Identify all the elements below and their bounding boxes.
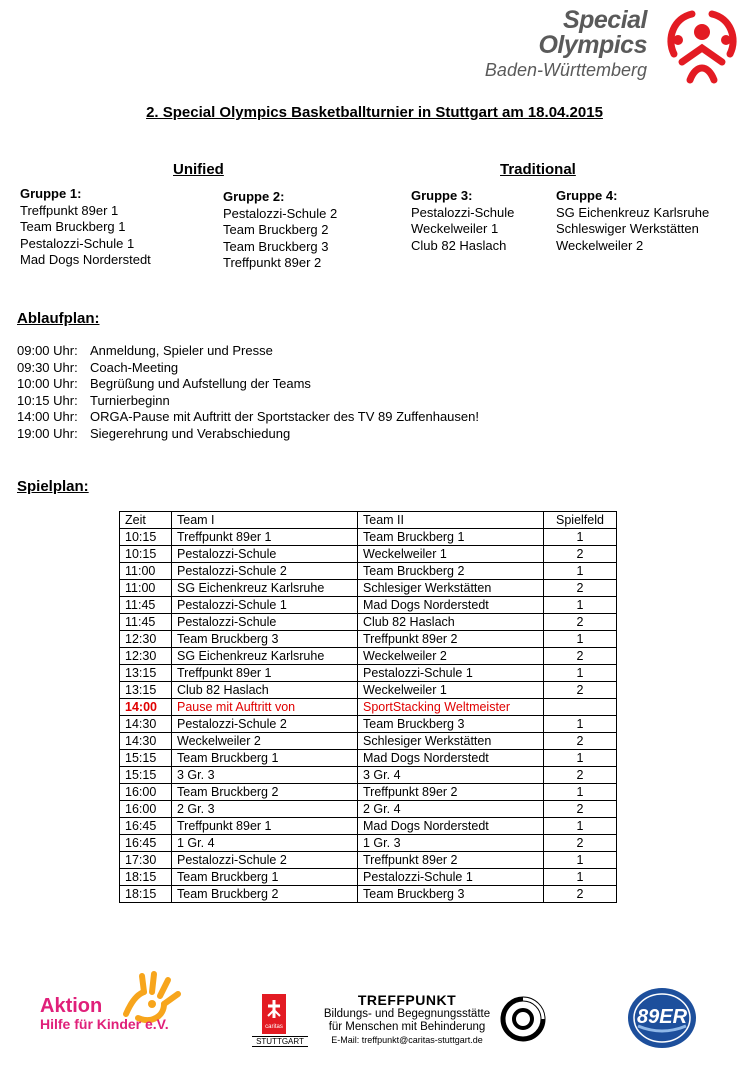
table-row — [120, 784, 617, 801]
cell-team-2: Team Bruckberg 3 — [358, 886, 544, 903]
group-4-heading: Gruppe 4: — [556, 188, 618, 203]
cell-team-2: Mad Dogs Norderstedt — [358, 818, 544, 835]
cell-team-1: Pestalozzi-Schule 2 — [172, 716, 358, 733]
cell-spielfeld: 1 — [544, 631, 617, 648]
cell-team-2: 1 Gr. 3 — [358, 835, 544, 852]
special-olympics-emblem-icon — [660, 4, 744, 88]
cell-zeit: 12:30 — [120, 631, 172, 648]
cell-spielfeld: 2 — [544, 767, 617, 784]
header-spielfeld: Spielfeld — [544, 512, 617, 529]
cell-zeit: 15:15 — [120, 750, 172, 767]
ablauf-item — [17, 360, 479, 377]
cell-zeit: 17:30 — [120, 852, 172, 869]
cell-spielfeld: 1 — [544, 563, 617, 580]
table-row — [120, 886, 617, 903]
aktion-logo — [40, 996, 169, 1032]
cell-team-1: Treffpunkt 89er 1 — [172, 818, 358, 835]
ablauf-time: 10:00 Uhr: — [17, 376, 78, 391]
header-team-2: Team II — [358, 512, 544, 529]
ablauf-text: ORGA-Pause mit Auftritt der Sportstacker des TV 89 Zuffenhausen! — [90, 409, 479, 424]
spielplan-table — [119, 511, 617, 903]
cell-spielfeld: 2 — [544, 580, 617, 597]
cell-spielfeld: 2 — [544, 648, 617, 665]
ablauf-time: 09:00 Uhr: — [17, 343, 78, 358]
cell-team-1: Treffpunkt 89er 1 — [172, 665, 358, 682]
cell-spielfeld: 1 — [544, 597, 617, 614]
cell-team-1: Pestalozzi-Schule 2 — [172, 563, 358, 580]
cell-team-2: Treffpunkt 89er 2 — [358, 631, 544, 648]
cell-zeit: 13:15 — [120, 665, 172, 682]
cell-team-1: Weckelweiler 2 — [172, 733, 358, 750]
cell-team-1: Pestalozzi-Schule — [172, 546, 358, 563]
table-row — [120, 767, 617, 784]
cell-spielfeld: 1 — [544, 665, 617, 682]
group-1-heading: Gruppe 1: — [20, 186, 82, 201]
cell-team-2: Schlesiger Werkstätten — [358, 733, 544, 750]
group-2-team: Team Bruckberg 3 — [223, 238, 329, 254]
cell-team-1: Team Bruckberg 1 — [172, 750, 358, 767]
cell-team-2: Treffpunkt 89er 2 — [358, 784, 544, 801]
cell-team-1: 2 Gr. 3 — [172, 801, 358, 818]
header-zeit: Zeit — [120, 512, 172, 529]
ablauf-time: 14:00 Uhr: — [17, 409, 78, 424]
cell-team-2: Weckelweiler 1 — [358, 546, 544, 563]
cell-team-2: Team Bruckberg 3 — [358, 716, 544, 733]
cell-zeit: 14:30 — [120, 733, 172, 750]
cell-team-2: Mad Dogs Norderstedt — [358, 597, 544, 614]
table-row — [120, 801, 617, 818]
ablauf-time: 09:30 Uhr: — [17, 359, 78, 375]
cell-team-2: Team Bruckberg 1 — [358, 529, 544, 546]
table-row — [120, 631, 617, 648]
cell-zeit: 16:00 — [120, 784, 172, 801]
unified-heading: Unified — [173, 161, 224, 178]
ablauf-item — [17, 393, 479, 410]
ablauf-item — [17, 426, 479, 443]
table-row — [120, 563, 617, 580]
table-row — [120, 835, 617, 852]
group-3-team: Weckelweiler 1 — [411, 221, 499, 236]
cell-spielfeld: 2 — [544, 614, 617, 631]
cell-zeit: 18:15 — [120, 886, 172, 903]
cell-spielfeld: 1 — [544, 529, 617, 546]
cell-team-2: SportStacking Weltmeister — [358, 699, 544, 716]
cell-team-1: Treffpunkt 89er 1 — [172, 529, 358, 546]
cell-team-1: Pestalozzi-Schule 2 — [172, 852, 358, 869]
cell-team-1: Pestalozzi-Schule — [172, 614, 358, 631]
table-row — [120, 546, 617, 563]
table-row — [120, 733, 617, 750]
cell-spielfeld: 2 — [544, 886, 617, 903]
group-3 — [411, 188, 514, 254]
group-3-team: Pestalozzi-Schule — [411, 204, 515, 220]
cell-team-1: Pause mit Auftritt von — [172, 699, 358, 716]
ablauf-item — [17, 409, 479, 426]
table-row — [120, 682, 617, 699]
cell-team-2: Treffpunkt 89er 2 — [358, 852, 544, 869]
table-row — [120, 852, 617, 869]
cell-spielfeld: 2 — [544, 801, 617, 818]
ablauf-item — [17, 343, 479, 360]
cell-spielfeld — [544, 699, 617, 716]
treffpunkt-block — [312, 992, 502, 1045]
ablauf-text: Coach-Meeting — [90, 359, 179, 375]
table-row — [120, 699, 617, 716]
cell-team-1: Team Bruckberg 1 — [172, 869, 358, 886]
cell-zeit: 18:15 — [120, 869, 172, 886]
cell-team-1: SG Eichenkreuz Karlsruhe — [172, 580, 358, 597]
ablauf-time: 10:15 Uhr: — [17, 392, 78, 408]
ablauf-text: Anmeldung, Spieler und Presse — [90, 343, 273, 358]
cell-spielfeld: 2 — [544, 546, 617, 563]
group-1-team: Treffpunkt 89er 1 — [20, 202, 119, 218]
cell-team-1: Club 82 Haslach — [172, 682, 358, 699]
ablauf-item — [17, 376, 479, 393]
cell-team-2: Mad Dogs Norderstedt — [358, 750, 544, 767]
cell-team-2: Weckelweiler 1 — [358, 682, 544, 699]
ablauf-list — [17, 343, 479, 442]
cell-team-1: 1 Gr. 4 — [172, 835, 358, 852]
treffpunkt-line2: für Menschen mit Behinderung — [328, 1021, 486, 1034]
group-4-team: SG Eichenkreuz Karlsruhe — [556, 204, 710, 220]
cell-zeit: 10:15 — [120, 529, 172, 546]
cell-team-2: Club 82 Haslach — [358, 614, 544, 631]
treffpunkt-email: E-Mail: treffpunkt@caritas-stuttgart.de — [331, 1034, 483, 1045]
table-row — [120, 648, 617, 665]
header-team-1: Team I — [172, 512, 358, 529]
cell-team-1: Pestalozzi-Schule 1 — [172, 597, 358, 614]
cell-spielfeld: 2 — [544, 835, 617, 852]
caritas-city: STUTTGART — [252, 1036, 308, 1047]
group-2-team: Pestalozzi-Schule 2 — [223, 205, 338, 221]
table-row — [120, 529, 617, 546]
cell-zeit: 11:45 — [120, 597, 172, 614]
table-header-row — [120, 512, 617, 529]
cell-spielfeld: 1 — [544, 716, 617, 733]
group-1-team: Team Bruckberg 1 — [20, 219, 126, 234]
table-row — [120, 580, 617, 597]
table-row — [120, 869, 617, 886]
logo-line2: Olympics — [538, 31, 647, 59]
table-row — [120, 597, 617, 614]
cell-zeit: 16:45 — [120, 835, 172, 852]
caritas-label: caritas — [265, 1024, 283, 1030]
cell-zeit: 10:15 — [120, 546, 172, 563]
cell-spielfeld: 1 — [544, 784, 617, 801]
ablauf-text: Siegerehrung und Verabschiedung — [90, 425, 291, 441]
logo-line3: Baden-Württemberg — [484, 60, 647, 80]
cell-zeit: 14:30 — [120, 716, 172, 733]
group-1-team: Pestalozzi-Schule 1 — [20, 235, 135, 251]
table-row — [120, 750, 617, 767]
cell-zeit: 12:30 — [120, 648, 172, 665]
cell-spielfeld: 1 — [544, 852, 617, 869]
cell-zeit: 11:45 — [120, 614, 172, 631]
table-row — [120, 614, 617, 631]
cell-zeit: 15:15 — [120, 767, 172, 784]
cell-spielfeld: 2 — [544, 682, 617, 699]
cell-zeit: 13:15 — [120, 682, 172, 699]
group-4-team: Schleswiger Werkstätten — [556, 221, 699, 236]
special-olympics-logo-text — [485, 8, 647, 79]
treffpunkt-name: TREFFPUNKT — [357, 992, 457, 1008]
cell-zeit: 14:00 — [120, 699, 172, 716]
group-4 — [556, 188, 709, 254]
cell-team-2: 3 Gr. 4 — [358, 767, 544, 784]
cell-spielfeld: 1 — [544, 818, 617, 835]
group-1 — [20, 186, 151, 269]
aktion-line1: Aktion — [40, 995, 103, 1017]
spielplan-heading: Spielplan: — [17, 478, 89, 495]
group-2-team: Treffpunkt 89er 2 — [223, 255, 322, 270]
group-4-team: Weckelweiler 2 — [556, 237, 644, 253]
group-2-heading: Gruppe 2: — [223, 189, 285, 204]
cell-team-2: 2 Gr. 4 — [358, 801, 544, 818]
group-2-team: Team Bruckberg 2 — [223, 222, 329, 237]
cell-team-1: Team Bruckberg 2 — [172, 784, 358, 801]
cell-spielfeld: 2 — [544, 733, 617, 750]
cell-team-1: Team Bruckberg 2 — [172, 886, 358, 903]
aktion-line2: Hilfe für Kinder e.V. — [40, 1016, 169, 1032]
cell-team-1: SG Eichenkreuz Karlsruhe — [172, 648, 358, 665]
cell-spielfeld: 1 — [544, 750, 617, 767]
cell-team-2: Pestalozzi-Schule 1 — [358, 869, 544, 886]
cell-zeit: 16:45 — [120, 818, 172, 835]
cell-team-1: Team Bruckberg 3 — [172, 631, 358, 648]
cell-zeit: 11:00 — [120, 580, 172, 597]
group-1-team: Mad Dogs Norderstedt — [20, 252, 151, 267]
cell-team-2: Team Bruckberg 2 — [358, 563, 544, 580]
table-row — [120, 818, 617, 835]
treffpunkt-circle-logo-icon — [499, 995, 547, 1043]
ablauf-text: Begrüßung und Aufstellung der Teams — [90, 376, 311, 391]
group-3-team: Club 82 Haslach — [411, 237, 507, 253]
cell-zeit: 16:00 — [120, 801, 172, 818]
cell-zeit: 11:00 — [120, 563, 172, 580]
group-3-heading: Gruppe 3: — [411, 188, 473, 203]
page-title: 2. Special Olympics Basketballturnier in Stuttgart am 18.04.2015 — [146, 104, 603, 121]
table-row — [120, 665, 617, 682]
ablauf-heading: Ablaufplan: — [17, 310, 100, 327]
treffpunkt-line1: Bildungs- und Begegnungsstätte — [323, 1008, 491, 1021]
traditional-heading: Traditional — [500, 161, 576, 178]
cell-team-2: Schlesiger Werkstätten — [358, 580, 544, 597]
ablauf-time: 19:00 Uhr: — [17, 425, 78, 441]
cell-team-2: Weckelweiler 2 — [358, 648, 544, 665]
cell-spielfeld: 1 — [544, 869, 617, 886]
logo-line1: Special — [562, 6, 647, 34]
cell-team-2: Pestalozzi-Schule 1 — [358, 665, 544, 682]
cell-team-1: 3 Gr. 3 — [172, 767, 358, 784]
89er-badge-text: 89ER — [636, 1006, 688, 1028]
group-2 — [223, 189, 337, 272]
ablauf-text: Turnierbeginn — [90, 392, 170, 408]
table-row — [120, 716, 617, 733]
